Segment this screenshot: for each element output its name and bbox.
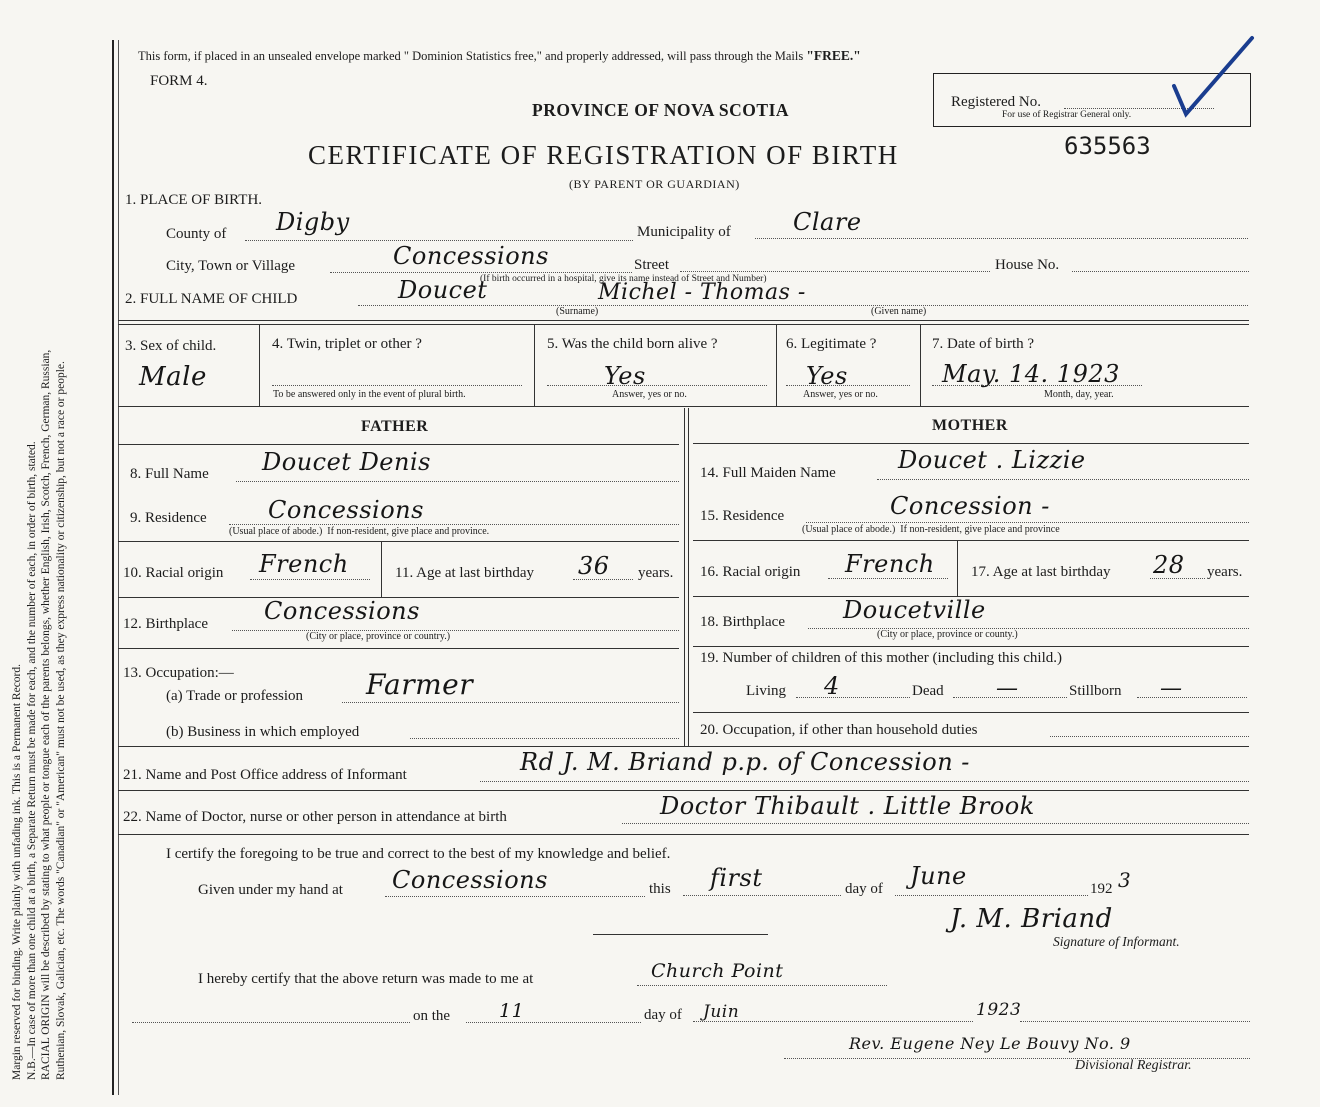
day-of-label: day of <box>845 881 883 897</box>
mother-heading: MOTHER <box>932 417 1008 434</box>
registrar-year-value: 1923 <box>976 1000 1022 1020</box>
father-residence-value: Concessions <box>268 496 424 524</box>
father-residence-dots <box>229 524 679 525</box>
mother-name-label: 14. Full Maiden Name <box>700 465 836 481</box>
registered-note: For use of Registrar General only. <box>1002 110 1132 120</box>
given-caption: (Given name) <box>871 306 927 317</box>
rule <box>118 320 1249 321</box>
postal-note: This form, if placed in an unsealed envelope marked " Dominion Statistics free," and properly addressed, will pass through the Mails "FREE." <box>138 48 861 63</box>
municipality-label: Municipality of <box>637 224 731 240</box>
attendant-value: Doctor Thibault . Little Brook <box>660 792 1035 820</box>
county-value: Digby <box>276 208 350 236</box>
attendant-dots <box>622 823 1249 824</box>
form-number: FORM 4. <box>150 73 208 89</box>
registrar-place-dots <box>637 985 887 986</box>
mother-residence-dots <box>806 522 1249 523</box>
informant-signature: J. M. Briand <box>950 904 1113 934</box>
rule <box>776 324 777 406</box>
attendant-label: 22. Name of Doctor, nurse or other person in attendance at birth <box>123 809 507 825</box>
alive-note: Answer, yes or no. <box>612 389 687 400</box>
rule <box>118 541 679 542</box>
on-the-label: on the <box>413 1008 451 1024</box>
father-racial-label: 10. Racial origin <box>123 565 224 581</box>
given-day-value: first <box>710 864 763 892</box>
municipality-dots <box>755 238 1248 239</box>
rule <box>118 444 679 445</box>
legitimate-value: Yes <box>806 362 848 390</box>
father-heading: FATHER <box>361 418 429 435</box>
house-label: House No. <box>995 257 1060 273</box>
mother-racial-dots <box>828 578 948 579</box>
certify-statement: I certify the foregoing to be true and correct to the best of my knowledge and belief. <box>166 846 671 862</box>
father-name-label: 8. Full Name <box>130 466 209 482</box>
year-prefix: 192 <box>1090 881 1113 897</box>
father-occupation-label: 13. Occupation:— <box>123 665 234 681</box>
father-birthplace-label: 12. Birthplace <box>123 616 208 632</box>
informant-value: Rd J. M. Briand p.p. of Concession - <box>520 748 970 776</box>
mother-occupation-dots <box>1050 736 1249 737</box>
rule <box>920 324 921 406</box>
father-birthplace-dots <box>232 630 679 631</box>
signature-caption: Signature of Informant. <box>1053 934 1180 949</box>
twin-label: 4. Twin, triplet or other ? <box>272 336 422 352</box>
registrar-dots <box>132 1022 410 1023</box>
stillborn-value: — <box>1160 676 1182 701</box>
place-of-birth-label: 1. PLACE OF BIRTH. <box>125 192 263 208</box>
child-given-value: Michel - Thomas - <box>598 280 806 305</box>
legitimate-note: Answer, yes or no. <box>803 389 878 400</box>
rule <box>957 540 958 596</box>
father-age-value: 36 <box>578 552 610 580</box>
hospital-note: (If birth occurred in a hospital, give its name instead of Street and Number) <box>480 274 767 284</box>
rule <box>118 648 679 649</box>
father-age-label: 11. Age at last birthday <box>395 565 534 581</box>
rule <box>693 540 1249 541</box>
dead-label: Dead <box>912 683 944 699</box>
this-label: this <box>649 881 671 897</box>
margin-note-line: RACIAL ORIGIN will be described by stating to what people or tongue each of the parents belongs, whether English, Irish, Scotch, French, German, Russian, <box>40 349 52 1080</box>
father-years-label: years. <box>638 565 674 581</box>
living-label: Living <box>746 683 786 699</box>
sex-value: Male <box>139 362 207 392</box>
rule <box>693 443 1249 444</box>
rule <box>118 790 1249 791</box>
city-label: City, Town or Village <box>166 258 296 274</box>
rule <box>259 324 260 406</box>
father-name-dots <box>236 481 679 482</box>
margin-notes <box>10 20 68 1080</box>
given-month-value: June <box>910 862 967 890</box>
margin-note-line: Margin reserved for binding. Write plainly with unfading ink. This is a Permanent Record. <box>11 663 23 1080</box>
twin-note: To be answered only in the event of plural birth. <box>273 389 466 400</box>
margin-note-line: Ruthenian, Slovak, Galician, etc. The words "Canadian" or "American" must not be used, as they express nationality or citizenship, but not a race or people. <box>54 361 67 1080</box>
street-label: Street <box>634 257 669 273</box>
father-trade-value: Farmer <box>366 668 474 701</box>
registrar-month-value: Juin <box>703 1002 740 1022</box>
county-label: County of <box>166 226 227 242</box>
dob-note: Month, day, year. <box>1044 389 1114 400</box>
mother-racial-label: 16. Racial origin <box>700 564 801 580</box>
given-place-value: Concessions <box>392 866 548 894</box>
registrar-year-dots <box>1020 1021 1250 1022</box>
sex-label: 3. Sex of child. <box>125 338 217 354</box>
registrar-day-dots <box>466 1022 641 1023</box>
living-dots <box>796 697 910 698</box>
mother-years-label: years. <box>1207 564 1243 580</box>
dead-value: — <box>996 676 1018 701</box>
child-name-label: 2. FULL NAME OF CHILD <box>125 291 298 307</box>
informant-dots <box>480 781 1249 782</box>
father-business-label: (b) Business in which employed <box>166 724 360 740</box>
surname-caption: (Surname) <box>556 306 599 317</box>
registrar-place-value: Church Point <box>651 960 784 982</box>
check-mark-icon <box>1168 34 1258 120</box>
legitimate-label: 6. Legitimate ? <box>786 336 877 352</box>
mother-racial-value: French <box>845 550 935 578</box>
child-surname-value: Doucet <box>398 276 488 304</box>
year-suffix: 3 <box>1118 868 1132 892</box>
registered-label: Registered No. <box>951 94 1041 110</box>
registrar-day-of-label: day of <box>644 1007 682 1023</box>
rule <box>118 324 1249 325</box>
certificate-title: CERTIFICATE OF REGISTRATION OF BIRTH <box>308 140 899 170</box>
mother-name-value: Doucet . Lizzie <box>898 446 1086 474</box>
rule <box>534 324 535 406</box>
registrar-signature: Rev. Eugene Ney Le Bouvy No. 9 <box>849 1034 1131 1053</box>
mother-name-dots <box>877 479 1249 480</box>
alive-label: 5. Was the child born alive ? <box>547 336 718 352</box>
column-divider <box>684 408 685 746</box>
day-dots <box>683 895 841 896</box>
certificate-subtitle: (BY PARENT OR GUARDIAN) <box>569 177 740 191</box>
rule <box>381 541 382 597</box>
twin-dots <box>272 385 522 386</box>
rule <box>118 406 1249 407</box>
mother-residence-label: 15. Residence <box>700 508 785 524</box>
rule <box>693 712 1249 713</box>
mother-residence-value: Concession - <box>890 492 1050 520</box>
registrar-statement: I hereby certify that the above return was made to me at <box>198 971 534 987</box>
county-dots <box>245 240 633 241</box>
mother-birthplace-label: 18. Birthplace <box>700 614 785 630</box>
city-dots <box>330 272 632 273</box>
dob-label: 7. Date of birth ? <box>932 336 1035 352</box>
stillborn-dots <box>1137 697 1247 698</box>
father-residence-label: 9. Residence <box>130 510 207 526</box>
municipality-value: Clare <box>793 208 862 236</box>
mother-birthplace-note: (City or place, province or county.) <box>877 629 1018 640</box>
alive-value: Yes <box>604 362 646 390</box>
street-dots <box>680 271 990 272</box>
father-business-dots <box>410 738 679 739</box>
given-label: Given under my hand at <box>198 882 343 898</box>
registered-number: 635563 <box>1064 132 1151 160</box>
father-birthplace-value: Concessions <box>264 597 420 625</box>
mother-children-label: 19. Number of children of this mother (including this child.) <box>700 650 1063 666</box>
registrar-caption: Divisional Registrar. <box>1075 1058 1192 1073</box>
rule <box>118 746 1249 747</box>
column-divider <box>688 408 689 746</box>
mother-age-label: 17. Age at last birthday <box>971 564 1111 580</box>
margin-rule <box>112 40 114 1095</box>
mother-occupation-label: 20. Occupation, if other than household duties <box>700 722 978 738</box>
margin-note-line: N.B.—In case of more than one child at a birth, a Separate Return must be made for each, and the number of each, in order of birth, stated. <box>25 441 38 1080</box>
father-racial-dots <box>250 579 370 580</box>
rule <box>693 646 1249 647</box>
father-name-value: Doucet Denis <box>262 448 431 476</box>
rule <box>118 834 1249 835</box>
house-dots <box>1072 271 1249 272</box>
mother-residence-note: (Usual place of abode.) If non-resident, give place and province <box>802 524 1060 535</box>
informant-label: 21. Name and Post Office address of Informant <box>123 767 407 783</box>
month-dots <box>895 895 1088 896</box>
margin-rule <box>118 40 119 1095</box>
registrar-day-value: 11 <box>499 1000 525 1022</box>
father-trade-dots <box>342 702 679 703</box>
dob-value: May. 14. 1923 <box>942 360 1120 388</box>
living-value: 4 <box>824 672 840 700</box>
mother-age-value: 28 <box>1153 551 1185 579</box>
given-dots <box>385 896 645 897</box>
city-value: Concessions <box>393 242 549 270</box>
father-birthplace-note: (City or place, province or country.) <box>306 631 451 642</box>
mother-birthplace-value: Doucetville <box>843 596 986 624</box>
province-heading: PROVINCE OF NOVA SCOTIA <box>532 100 790 120</box>
legitimate-dots <box>786 385 910 386</box>
alive-dots <box>547 385 767 386</box>
stillborn-label: Stillborn <box>1069 683 1122 699</box>
father-racial-value: French <box>259 550 349 578</box>
father-residence-note: (Usual place of abode.) If non-resident, give place and province. <box>229 526 490 537</box>
mother-birthplace-dots <box>808 628 1249 629</box>
child-name-dots <box>358 305 1248 306</box>
father-trade-label: (a) Trade or profession <box>166 688 304 704</box>
rule <box>593 934 768 935</box>
